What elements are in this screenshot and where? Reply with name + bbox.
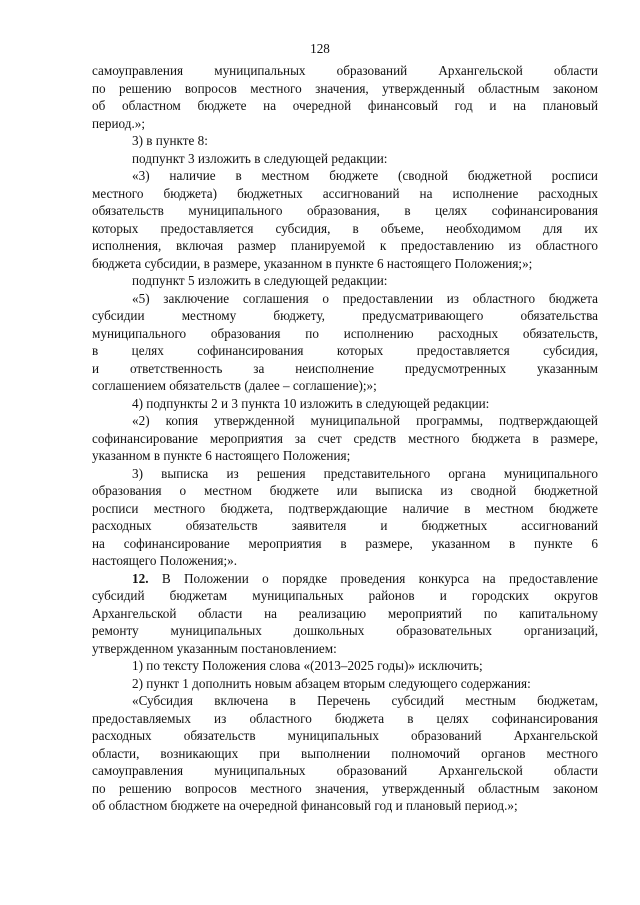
text-line: [92, 80, 598, 98]
text-line-content: и ответственность за неисполнение предусмотренных указанным: [92, 360, 598, 376]
text-line-content: «Субсидия включена в Перечень субсидий местным бюджетам,: [132, 693, 598, 708]
text-line: [92, 657, 598, 675]
text-line-content: субсидии местному бюджету, предусматривающего обязательства: [92, 308, 598, 323]
text-line: [92, 535, 598, 553]
text-line: [92, 465, 598, 483]
text-line-content: муниципального образования по исполнению расходных обязательств,: [92, 325, 598, 341]
text-line: [92, 482, 598, 500]
text-line: [92, 377, 598, 395]
text-line-content: софинансирование мероприятия за счет средств местного бюджета в размере,: [92, 430, 598, 446]
text-line-content: указанном в пункте 6 настоящего Положения;: [92, 448, 351, 463]
text-line: [92, 640, 598, 658]
text-line-content: об областном бюджете на очередной финансовый год и плановый период.»;: [92, 798, 518, 813]
text-line: [92, 762, 598, 780]
text-line: [92, 570, 598, 588]
text-line: [92, 745, 598, 763]
text-line: [92, 255, 598, 273]
text-line: [92, 272, 598, 290]
text-line-content: подпункт 3 изложить в следующей редакции:: [132, 150, 388, 166]
text-line: [92, 115, 598, 133]
text-line-content: ремонту муниципальных дошкольных образовательных организаций,: [92, 623, 598, 638]
text-line: [92, 622, 598, 640]
text-line: [92, 220, 598, 238]
text-line: [92, 710, 598, 728]
text-line: [92, 202, 598, 220]
text-line-content: по решению вопросов местного значения, утвержденный областным законом: [92, 780, 598, 796]
text-line-content: обязательств муниципального образования, в целях софинансирования: [92, 203, 598, 218]
text-line-content: 2) пункт 1 дополнить новым абзацем вторым следующего содержания:: [132, 675, 531, 691]
text-line-content: настоящего Положения;».: [92, 553, 238, 568]
text-line-content: исполнения, включая размер планируемой к предоставлению из областного: [92, 238, 598, 253]
text-line-content: образования о местном бюджете или выписка из сводной бюджетной: [92, 483, 598, 498]
text-line: [92, 605, 598, 623]
section-number: 12.: [132, 570, 149, 586]
text-line: [92, 62, 598, 80]
text-line: [92, 97, 598, 115]
text-line: [92, 500, 598, 518]
text-line-content: расходных обязательств заявителя и бюджетных ассигнований: [92, 518, 598, 533]
text-line-content: которых предоставляется субсидия, в объеме, необходимом для их: [92, 220, 598, 236]
text-line: [92, 675, 598, 693]
text-line: [92, 237, 598, 255]
text-line: [92, 342, 598, 360]
text-line-content: подпункт 5 изложить в следующей редакции:: [132, 273, 388, 288]
text-line: [92, 325, 598, 343]
text-line: [92, 360, 598, 378]
text-line-content: об областном бюджете на очередной финансовый год и на плановый: [92, 98, 598, 113]
text-line: [92, 552, 598, 570]
text-line-content: в целях софинансирования которых предоставляется субсидия,: [92, 343, 598, 358]
text-line: [92, 692, 598, 710]
page-number: 128: [310, 41, 330, 56]
text-line-content: местного бюджета) бюджетных ассигнований на исполнение расходных: [92, 185, 598, 201]
text-line-content: 3) в пункте 8:: [132, 133, 208, 148]
text-line-content: утвержденном указанным постановлением:: [92, 640, 337, 656]
text-line: [92, 430, 598, 448]
document-body: [92, 62, 598, 815]
text-line-content: по решению вопросов местного значения, утвержденный областным законом: [92, 80, 598, 96]
text-line-content: соглашением обязательств (далее – соглашение);»;: [92, 378, 377, 393]
text-line-content: самоуправления муниципальных образований Архангельской области: [92, 63, 598, 78]
text-line-content: бюджета субсидии, в размере, указанном в пункте 6 настоящего Положения;»;: [92, 255, 533, 271]
text-line: [92, 727, 598, 745]
text-line-content: области, возникающих при выполнении полномочий органов местного: [92, 745, 598, 761]
text-line-content: Архангельской области на реализацию мероприятий по капитальному: [92, 605, 598, 621]
text-line-content: «5) заключение соглашения о предоставлении из областного бюджета: [132, 290, 598, 306]
text-line-content: предоставляемых из областного бюджета в целях софинансирования: [92, 710, 598, 726]
text-line: [92, 395, 598, 413]
text-line-content: расходных обязательств муниципальных образований Архангельской: [92, 728, 598, 743]
text-line-content: 4) подпункты 2 и 3 пункта 10 изложить в следующей редакции:: [132, 395, 490, 411]
text-line-content: «3) наличие в местном бюджете (сводной бюджетной росписи: [132, 168, 598, 183]
text-line-content: росписи местного бюджета, подтверждающие наличие в местном бюджете: [92, 500, 598, 516]
text-line-content: на софинансирование мероприятия в размере, указанном в пункте 6: [92, 535, 598, 551]
text-line: [92, 290, 598, 308]
text-line-content: период.»;: [92, 115, 146, 131]
text-line: [92, 167, 598, 185]
text-line-content: 1) по тексту Положения слова «(2013–2025 годы)» исключить;: [132, 658, 483, 673]
text-line: [92, 150, 598, 168]
text-line-content: 3) выписка из решения представительного органа муниципального: [132, 465, 598, 481]
text-line-content: «2) копия утвержденной муниципальной программы, подтверждающей: [132, 413, 598, 428]
text-line: [92, 587, 598, 605]
text-line-content: субсидий бюджетам муниципальных районов и городских округов: [92, 588, 598, 603]
text-line: [92, 412, 598, 430]
text-line: [92, 132, 598, 150]
text-line: [92, 797, 598, 815]
text-line-content: В Положении о порядке проведения конкурса на предоставление: [161, 570, 598, 586]
text-line: [92, 307, 598, 325]
text-line-content: самоуправления муниципальных образований Архангельской области: [92, 763, 598, 778]
text-line: [92, 780, 598, 798]
text-line: [92, 447, 598, 465]
text-line: [92, 185, 598, 203]
text-line: [92, 517, 598, 535]
